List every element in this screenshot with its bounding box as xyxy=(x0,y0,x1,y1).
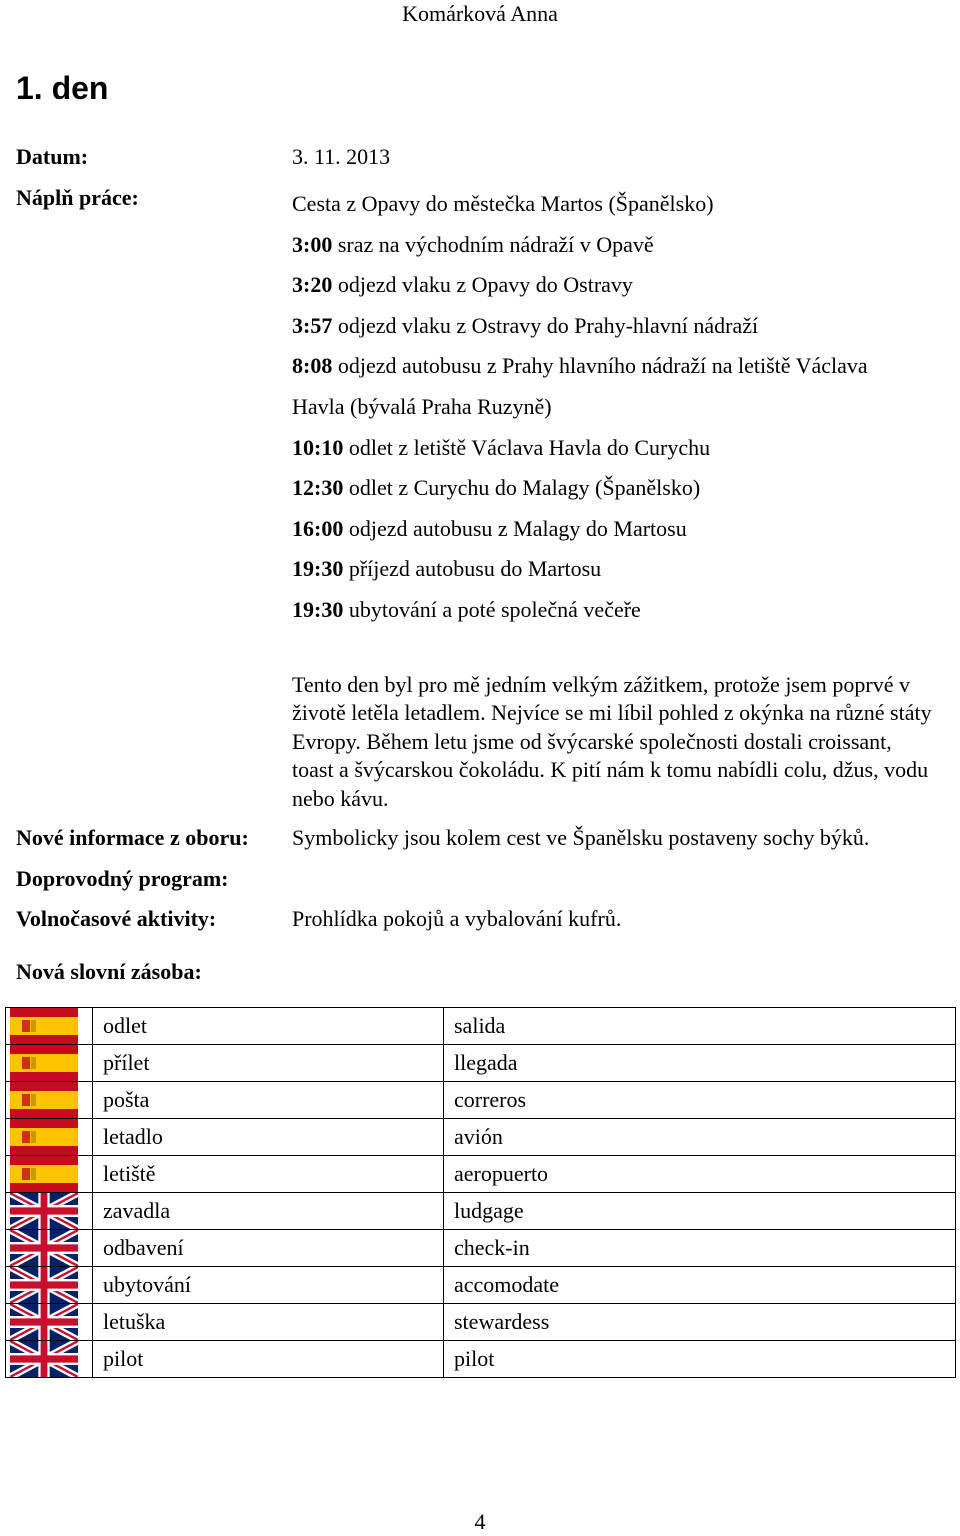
schedule-item: 8:08 odjezd autobusu z Prahy hlavního nádraží na letiště Václava xyxy=(292,353,868,379)
author-name: Komárková Anna xyxy=(402,1,558,26)
vocab-row xyxy=(6,1045,956,1082)
vocab-table xyxy=(5,1007,956,1378)
schedule-item: 19:30 příjezd autobusu do Martosu xyxy=(292,556,602,582)
vocab-row xyxy=(6,1193,956,1230)
page-number: 4 xyxy=(474,1509,486,1534)
vocab-row xyxy=(6,1267,956,1304)
uk-flag-icon xyxy=(10,1341,92,1377)
vocab-row xyxy=(6,1304,956,1341)
schedule-item: 10:10 odlet z letiště Václava Havla do Curychu xyxy=(292,434,711,460)
vocab-foreign: llegada xyxy=(444,1045,956,1082)
vocab-czech: pošta xyxy=(93,1082,444,1119)
vocab-czech: letadlo xyxy=(93,1119,444,1156)
uk-flag-icon xyxy=(10,1267,92,1303)
new-info-value: Symbolicky jsou kolem cest ve Španělsku postaveny sochy býků. xyxy=(292,825,870,850)
vocab-row xyxy=(6,1082,956,1119)
work-label: Náplň práce: xyxy=(16,185,139,210)
vocab-row xyxy=(6,1341,956,1378)
vocab-foreign: avión xyxy=(444,1119,956,1156)
schedule-item: 3:00 sraz na východním nádraží v Opavě xyxy=(292,231,654,257)
spain-flag-icon xyxy=(10,1045,92,1081)
vocab-foreign: check-in xyxy=(444,1230,956,1267)
vocab-foreign: salida xyxy=(444,1008,956,1045)
vocab-foreign: aeropuerto xyxy=(444,1156,956,1193)
spain-flag-icon xyxy=(10,1119,92,1155)
spain-flag-icon xyxy=(10,1008,92,1044)
vocab-czech: letuška xyxy=(93,1304,444,1341)
new-info-label: Nové informace z oboru: xyxy=(16,825,249,850)
schedule-list xyxy=(292,184,952,631)
schedule-item: 16:00 odjezd autobusu z Malagy do Martosu xyxy=(292,515,687,541)
program-label: Doprovodný program: xyxy=(16,866,229,891)
schedule-item: Havla (bývalá Praha Ruzyně) xyxy=(292,393,552,419)
schedule-item: 3:57 odjezd vlaku z Ostravy do Prahy-hlavní nádraží xyxy=(292,312,759,338)
schedule-item: 12:30 odlet z Curychu do Malagy (Španělsko) xyxy=(292,475,701,501)
leisure-label: Volnočasové aktivity: xyxy=(16,906,217,931)
vocab-czech: odlet xyxy=(93,1008,444,1045)
vocab-row xyxy=(6,1008,956,1045)
vocab-czech: odbavení xyxy=(93,1230,444,1267)
spain-flag-icon xyxy=(10,1082,92,1118)
vocab-row xyxy=(6,1230,956,1267)
vocab-row xyxy=(6,1119,956,1156)
vocab-foreign: correros xyxy=(444,1082,956,1119)
vocab-czech: přílet xyxy=(93,1045,444,1082)
vocab-label: Nová slovní zásoba: xyxy=(16,959,202,984)
uk-flag-icon xyxy=(10,1304,92,1340)
uk-flag-icon xyxy=(10,1193,92,1229)
spain-flag-icon xyxy=(10,1156,92,1192)
vocab-row xyxy=(6,1156,956,1193)
vocab-czech: zavadla xyxy=(93,1193,444,1230)
date-label: Datum: xyxy=(16,144,89,169)
date-value: 3. 11. 2013 xyxy=(292,144,391,169)
vocab-foreign: stewardess xyxy=(444,1304,956,1341)
schedule-intro: Cesta z Opavy do městečka Martos (Španělsko) xyxy=(292,191,714,216)
vocab-foreign: ludgage xyxy=(444,1193,956,1230)
vocab-foreign: accomodate xyxy=(444,1267,956,1304)
uk-flag-icon xyxy=(10,1230,92,1266)
schedule-item: 19:30 ubytování a poté společná večeře xyxy=(292,596,641,622)
leisure-value: Prohlídka pokojů a vybalování kufrů. xyxy=(292,906,622,931)
vocab-czech: pilot xyxy=(93,1341,444,1378)
schedule-item: 3:20 odjezd vlaku z Opavy do Ostravy xyxy=(292,272,633,298)
vocab-foreign: pilot xyxy=(444,1341,956,1378)
vocab-czech: letiště xyxy=(93,1156,444,1193)
day-title: 1. den xyxy=(16,70,109,106)
vocab-czech: ubytování xyxy=(93,1267,444,1304)
experience-paragraph: Tento den byl pro mě jedním velkým zážitkem, protože jsem poprvé v životě letěla letadlem. Nejvíce se mi líbil pohled z okýnka na různé státy Evropy. Během letu jsme od švýcarské společnosti dostali croissant, toast a švýcarskou čokoládu. K pití nám k tomu nabídli colu, džus, vodu nebo kávu. xyxy=(292,672,932,811)
